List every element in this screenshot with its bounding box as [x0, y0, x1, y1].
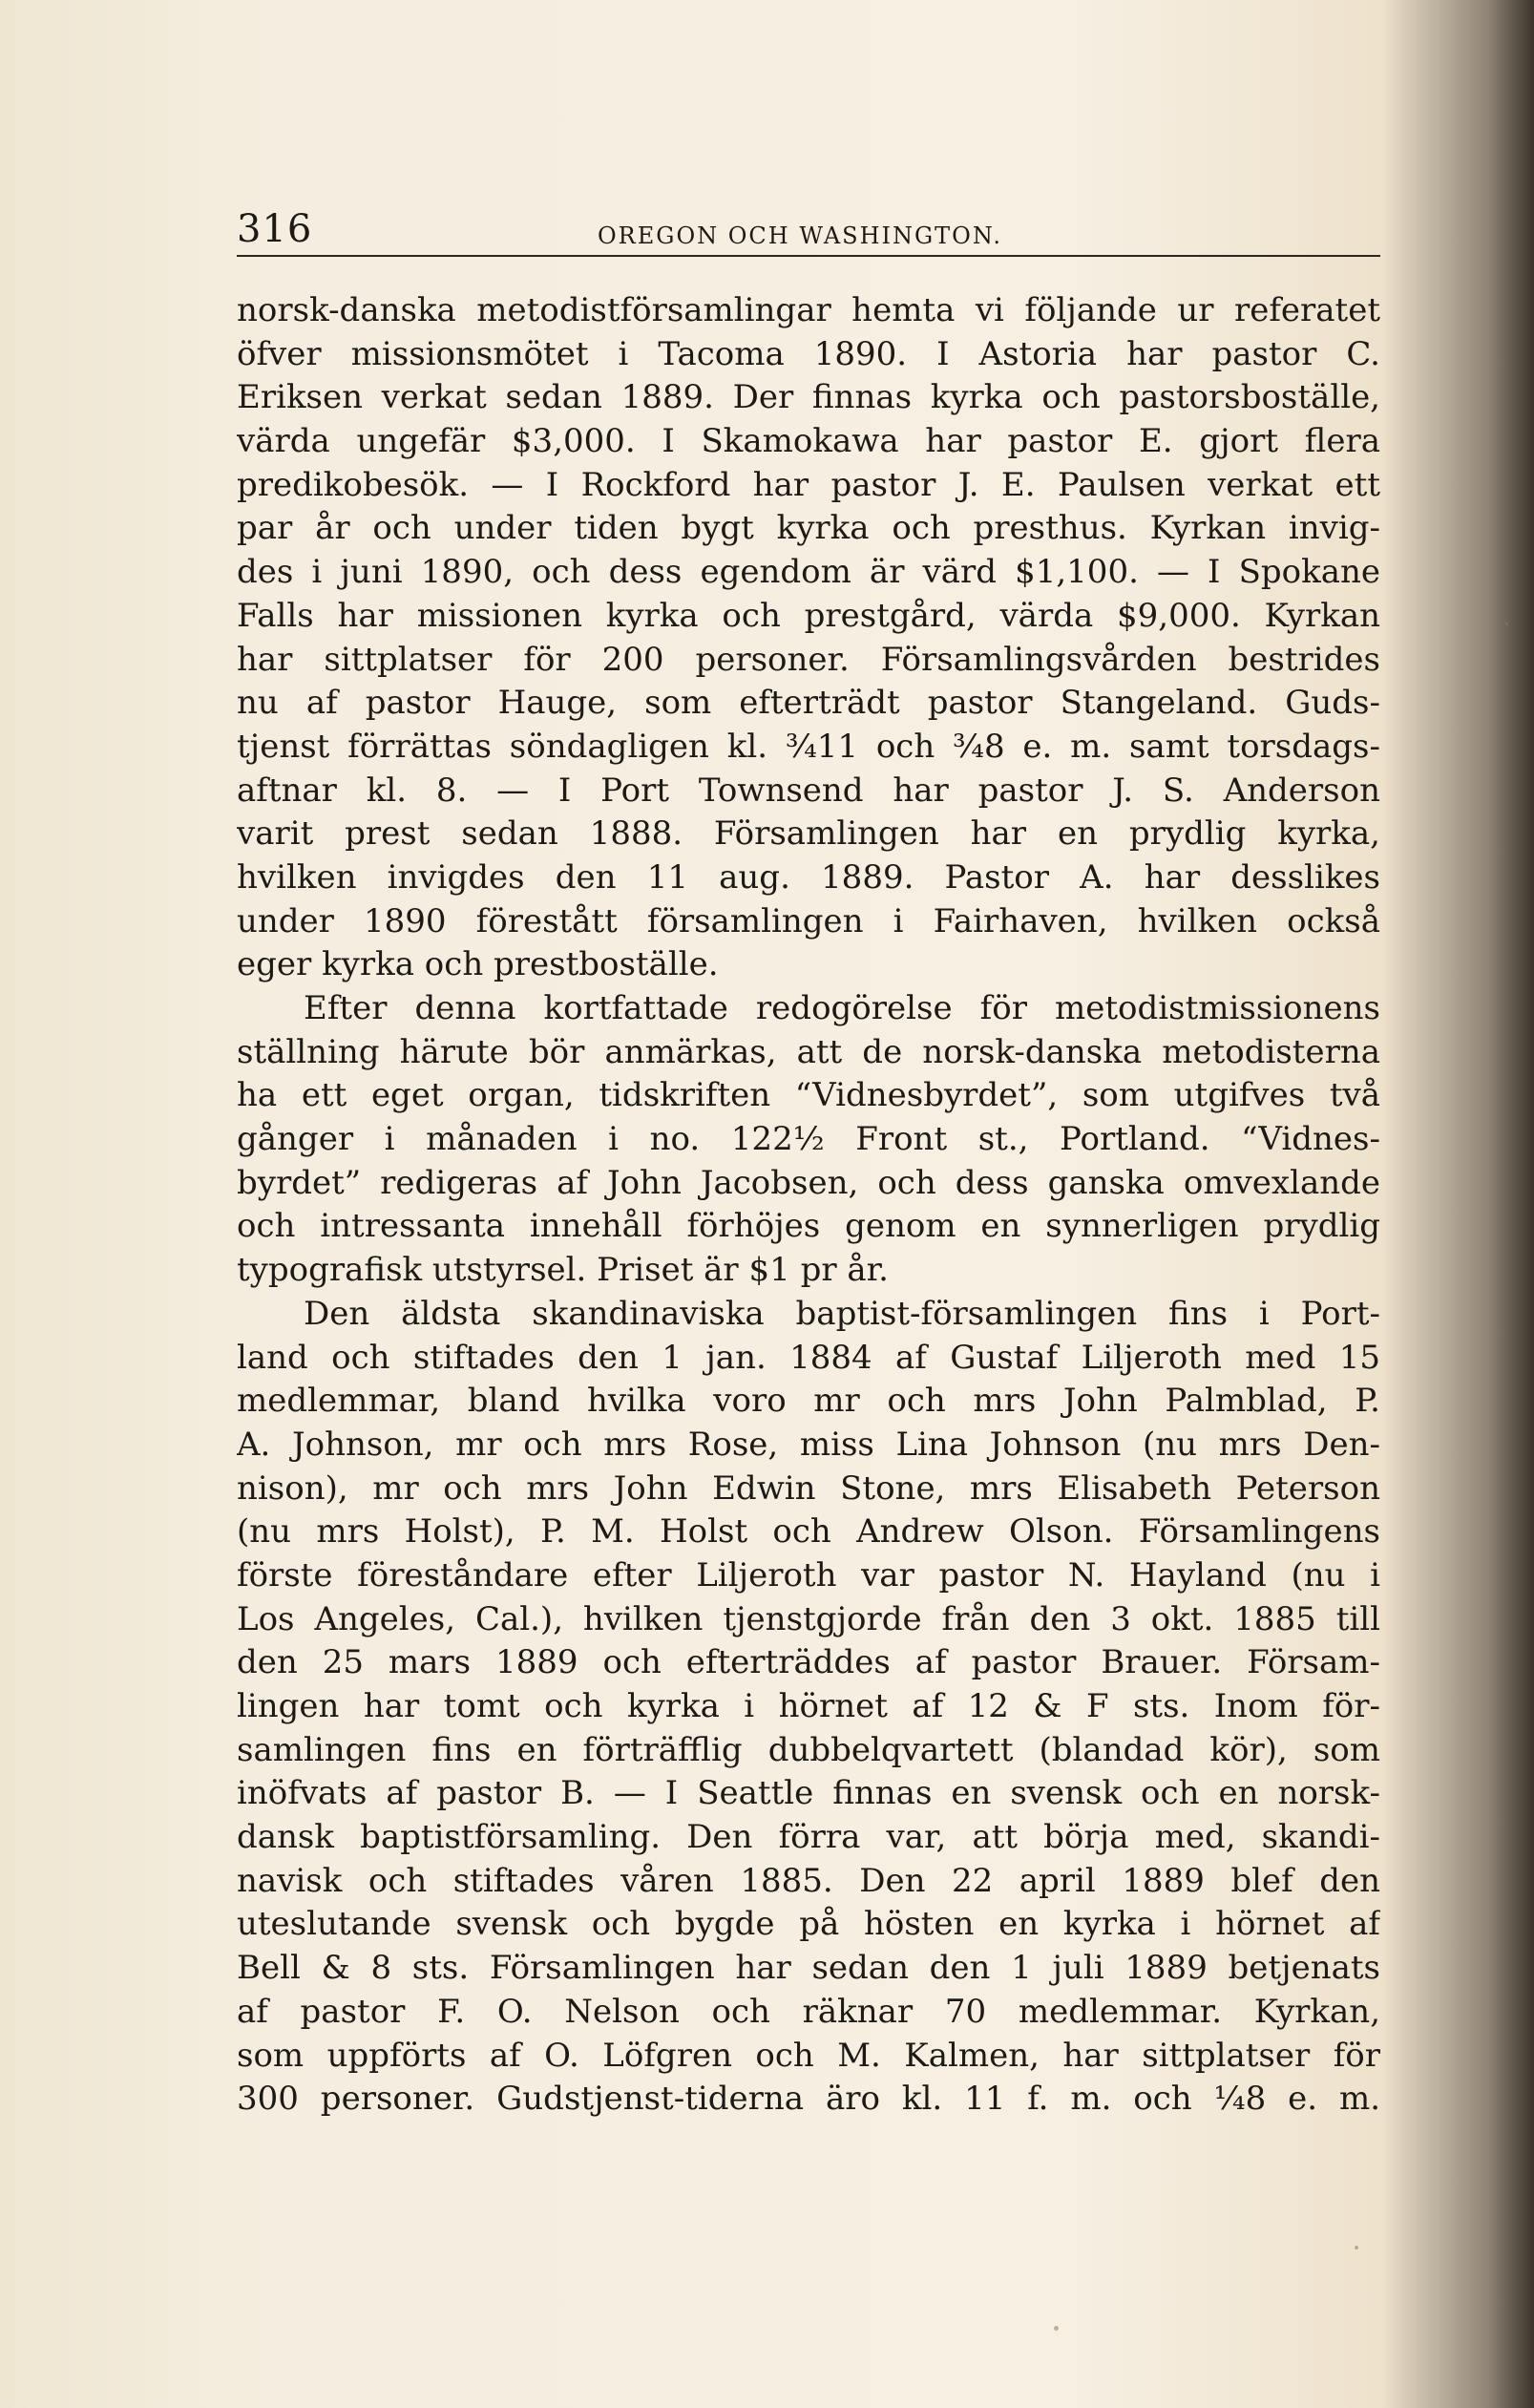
text-line: (nu mrs Holst), P. M. Holst och Andrew Olson. Församlingens: [237, 1512, 1380, 1552]
text-line: gånger i månaden i no. 122½ Front st., Portland. “Vidnes-: [237, 1120, 1380, 1159]
text-line: aftnar kl. 8. — I Port Townsend har pastor J. S. Anderson: [237, 771, 1380, 810]
text-line: Bell & 8 sts. Församlingen har sedan den 1 juli 1889 betjenats: [237, 1949, 1380, 1988]
paper-speck: [1054, 2326, 1059, 2331]
text-line: Falls har missionen kyrka och prestgård, värda $9,000. Kyrkan: [237, 596, 1380, 635]
text-line: par år och under tiden bygt kyrka och presthus. Kyrkan invig-: [237, 509, 1380, 548]
page-header: [237, 207, 1380, 257]
running-head: OREGON OCH WASHINGTON.: [598, 222, 1002, 249]
text-line: samlingen fins en förträfflig dubbelqvartett (blandad kör), som: [237, 1730, 1380, 1769]
text-line: som uppförts af O. Löfgren och M. Kalmen, har sittplatser för: [237, 2036, 1380, 2075]
body-text: [237, 289, 1380, 2122]
text-line: Den äldsta skandinaviska baptist-församlingen fins i Port-: [304, 1294, 1380, 1333]
text-line: förste föreståndare efter Liljeroth var pastor N. Hayland (nu i: [237, 1555, 1380, 1595]
paper-speck: [1505, 623, 1508, 625]
text-line: des i juni 1890, och dess egendom är värd $1,100. — I Spokane: [237, 553, 1380, 592]
text-line: den 25 mars 1889 och efterträddes af pastor Brauer. Försam-: [237, 1643, 1380, 1682]
text-line: ställning härute bör anmärkas, att de norsk-danska metodisterna: [237, 1032, 1380, 1071]
text-line: inöfvats af pastor B. — I Seattle finnas en svensk och en norsk-: [237, 1774, 1380, 1813]
text-line: Eriksen verkat sedan 1889. Der finnas kyrka och pastorsboställe,: [237, 378, 1380, 417]
text-line: ha ett eget organ, tidskriften “Vidnesbyrdet”, som utgifves två: [237, 1076, 1380, 1115]
text-line: af pastor F. O. Nelson och räknar 70 medlemmar. Kyrkan,: [237, 1992, 1380, 2031]
paper-speck: [1355, 2246, 1358, 2250]
text-line: lingen har tomt och kyrka i hörnet af 12 & F sts. Inom för-: [237, 1687, 1380, 1725]
text-line: land och stiftades den 1 jan. 1884 af Gustaf Liljeroth med 15: [237, 1338, 1380, 1377]
text-line: 300 personer. Gudstjenst-tiderna äro kl. 11 f. m. och ¼8 e. m.: [237, 2080, 1380, 2119]
text-line: hvilken invigdes den 11 aug. 1889. Pastor A. har desslikes: [237, 857, 1380, 897]
text-line: norsk-danska metodistförsamlingar hemta vi följande ur referatet: [237, 291, 1380, 329]
text-line: byrdet” redigeras af John Jacobsen, och dess ganska omvexlande: [237, 1163, 1380, 1202]
text-line: eger kyrka och prestboställe.: [237, 945, 719, 984]
text-line: och intressanta innehåll förhöjes genom en synnerligen prydlig: [237, 1207, 1380, 1246]
text-line: nu af pastor Hauge, som efterträdt pastor Stangeland. Guds-: [237, 684, 1380, 723]
text-line: navisk och stiftades våren 1885. Den 22 april 1889 blef den: [237, 1861, 1380, 1900]
text-line: A. Johnson, mr och mrs Rose, miss Lina Johnson (nu mrs Den-: [237, 1425, 1380, 1464]
page-number: 316: [237, 207, 313, 251]
text-line: predikobesök. — I Rockford har pastor J. E. Paulsen verkat ett: [237, 465, 1380, 504]
text-line: uteslutande svensk och bygde på hösten en kyrka i hörnet af: [237, 1905, 1380, 1944]
text-line: öfver missionsmötet i Tacoma 1890. I Astoria har pastor C.: [237, 334, 1380, 373]
text-line: nison), mr och mrs John Edwin Stone, mrs Elisabeth Peterson: [237, 1468, 1380, 1508]
text-line: dansk baptistförsamling. Den förra var, att börja med, skandi-: [237, 1818, 1380, 1857]
text-line: medlemmar, bland hvilka voro mr och mrs John Palmblad, P.: [237, 1382, 1380, 1421]
text-line: Los Angeles, Cal.), hvilken tjenstgjorde från den 3 okt. 1885 till: [237, 1599, 1380, 1638]
text-line: under 1890 förestått församlingen i Fairhaven, hvilken också: [237, 901, 1380, 940]
text-line: har sittplatser för 200 personer. Församlingsvården bestrides: [237, 640, 1380, 679]
text-line: värda ungefär $3,000. I Skamokawa har pastor E. gjort flera: [237, 422, 1380, 461]
text-line: Efter denna kortfattade redogörelse för metodistmissionens: [304, 989, 1380, 1027]
text-line: varit prest sedan 1888. Församlingen har en prydlig kyrka,: [237, 814, 1380, 854]
text-line: tjenst förrättas söndagligen kl. ¾11 och ¾8 e. m. samt torsdags-: [237, 727, 1380, 766]
text-line: typografisk utstyrsel. Priset är $1 pr år.: [237, 1251, 889, 1290]
